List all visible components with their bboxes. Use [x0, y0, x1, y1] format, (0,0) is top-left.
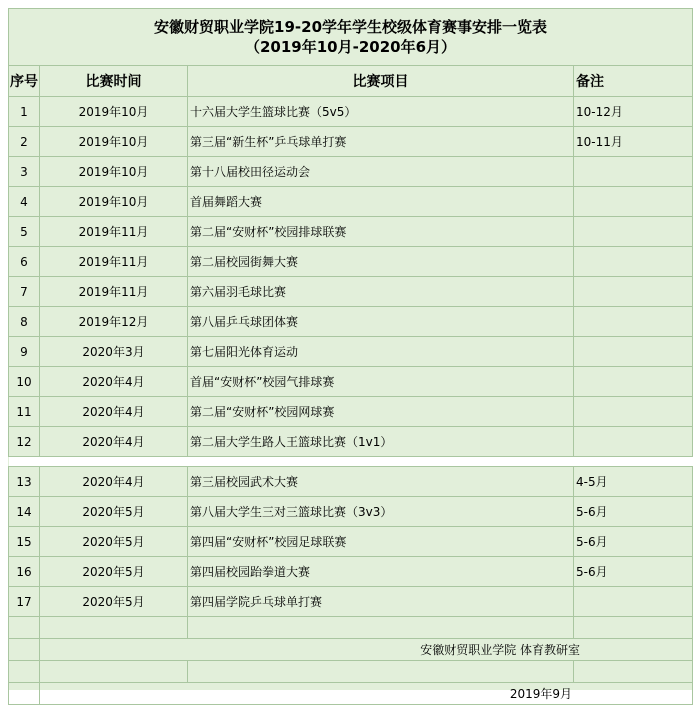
table-row	[9, 97, 693, 127]
header-date[interactable]: 比赛时间	[40, 66, 188, 97]
header-note[interactable]: 备注	[574, 66, 693, 97]
cell-date[interactable]: 2020年5月	[40, 587, 188, 617]
cell-date[interactable]: 2020年3月	[40, 337, 188, 367]
cell-note[interactable]	[574, 157, 693, 187]
footer-org[interactable]: 安徽财贸职业学院 体育教研室	[40, 639, 693, 661]
cell-note[interactable]: 4-5月	[574, 467, 693, 497]
cell-no[interactable]: 16	[9, 557, 40, 587]
title-row	[9, 9, 693, 66]
cell-no[interactable]: 11	[9, 397, 40, 427]
cell-no[interactable]: 7	[9, 277, 40, 307]
cell-date[interactable]: 2019年10月	[40, 97, 188, 127]
cell-item[interactable]: 第四届校园跆拳道大赛	[188, 557, 574, 587]
header-no[interactable]: 序号	[9, 66, 40, 97]
cell-item[interactable]: 第三届“新生杯”乒乓球单打赛	[188, 127, 574, 157]
table-row	[9, 277, 693, 307]
table-row	[9, 397, 693, 427]
cell-no[interactable]: 2	[9, 127, 40, 157]
cell-date[interactable]: 2020年5月	[40, 557, 188, 587]
empty-cell[interactable]	[9, 661, 40, 683]
cell-item[interactable]: 第二届“安财杯”校园排球联赛	[188, 217, 574, 247]
cell-no[interactable]: 13	[9, 467, 40, 497]
empty-cell[interactable]	[40, 617, 188, 639]
table-row	[9, 557, 693, 587]
cell-item[interactable]: 第八届乒乓球团体赛	[188, 307, 574, 337]
table-row	[9, 467, 693, 497]
cell-no[interactable]: 9	[9, 337, 40, 367]
empty-cell[interactable]	[9, 617, 40, 639]
cell-item[interactable]: 第十八届校田径运动会	[188, 157, 574, 187]
footer-date[interactable]: 2019年9月	[40, 683, 693, 705]
empty-cell[interactable]	[188, 661, 574, 683]
cell-item[interactable]: 第二届校园街舞大赛	[188, 247, 574, 277]
cell-note[interactable]	[574, 337, 693, 367]
cell-note[interactable]	[574, 307, 693, 337]
empty-row	[9, 617, 693, 639]
table-row	[9, 497, 693, 527]
table-row	[9, 337, 693, 367]
cell-no[interactable]: 4	[9, 187, 40, 217]
empty-cell[interactable]	[9, 639, 40, 661]
cell-note[interactable]	[574, 187, 693, 217]
table-row	[9, 367, 693, 397]
header-item[interactable]: 比赛项目	[188, 66, 574, 97]
footer-org-row	[9, 639, 693, 661]
cell-no[interactable]: 12	[9, 427, 40, 457]
cell-note[interactable]: 10-11月	[574, 127, 693, 157]
gap-cell	[9, 457, 693, 467]
cell-note[interactable]	[574, 367, 693, 397]
empty-cell[interactable]	[574, 617, 693, 639]
cell-no[interactable]: 6	[9, 247, 40, 277]
cell-date[interactable]: 2020年4月	[40, 427, 188, 457]
table-row	[9, 187, 693, 217]
schedule-table	[8, 8, 693, 705]
cell-item[interactable]: 第六届羽毛球比赛	[188, 277, 574, 307]
header-row	[9, 66, 693, 97]
cell-note[interactable]: 10-12月	[574, 97, 693, 127]
cell-no[interactable]: 17	[9, 587, 40, 617]
cell-date[interactable]: 2020年4月	[40, 397, 188, 427]
cell-no[interactable]: 15	[9, 527, 40, 557]
cell-item[interactable]: 第三届校园武术大赛	[188, 467, 574, 497]
cell-date[interactable]: 2020年5月	[40, 497, 188, 527]
cell-date[interactable]: 2020年4月	[40, 467, 188, 497]
title-line-2: （2019年10月-2020年6月）	[245, 38, 457, 56]
cell-date[interactable]: 2019年11月	[40, 247, 188, 277]
cell-note[interactable]	[574, 247, 693, 277]
cell-no[interactable]: 14	[9, 497, 40, 527]
table-row	[9, 527, 693, 557]
cell-no[interactable]: 8	[9, 307, 40, 337]
cell-date[interactable]: 2019年10月	[40, 187, 188, 217]
table-row	[9, 157, 693, 187]
cell-no[interactable]: 10	[9, 367, 40, 397]
cell-date[interactable]: 2020年5月	[40, 527, 188, 557]
cell-no[interactable]: 5	[9, 217, 40, 247]
title-line-1: 安徽财贸职业学院19-20学年学生校级体育赛事安排一览表	[154, 18, 548, 36]
cell-note[interactable]: 5-6月	[574, 557, 693, 587]
table-row	[9, 587, 693, 617]
cell-note[interactable]	[574, 397, 693, 427]
cell-item[interactable]: 第四届“安财杯”校园足球联赛	[188, 527, 574, 557]
table-row	[9, 247, 693, 277]
cell-item[interactable]: 第二届大学生路人王篮球比赛（1v1）	[188, 427, 574, 457]
page-break-gap	[9, 457, 693, 467]
cell-note[interactable]	[574, 277, 693, 307]
cell-no[interactable]: 3	[9, 157, 40, 187]
table-row	[9, 427, 693, 457]
cell-date[interactable]: 2019年10月	[40, 127, 188, 157]
cell-item[interactable]: 第二届“安财杯”校园网球赛	[188, 397, 574, 427]
cell-note[interactable]	[574, 427, 693, 457]
cell-no[interactable]: 1	[9, 97, 40, 127]
cell-item[interactable]: 首届“安财杯”校园气排球赛	[188, 367, 574, 397]
cell-item[interactable]: 十六届大学生篮球比赛（5v5）	[188, 97, 574, 127]
table-row	[9, 307, 693, 337]
cell-date[interactable]: 2019年11月	[40, 217, 188, 247]
cell-note[interactable]: 5-6月	[574, 527, 693, 557]
cell-date[interactable]: 2019年10月	[40, 157, 188, 187]
empty-cell[interactable]	[9, 683, 40, 705]
table-row	[9, 217, 693, 247]
empty-row	[9, 661, 693, 683]
footer-date-row	[9, 683, 693, 705]
cell-date[interactable]: 2019年11月	[40, 277, 188, 307]
cell-item[interactable]: 第七届阳光体育运动	[188, 337, 574, 367]
cell-item[interactable]: 第四届学院乒乓球单打赛	[188, 587, 574, 617]
empty-cell[interactable]	[188, 617, 574, 639]
cell-date[interactable]: 2020年4月	[40, 367, 188, 397]
cell-item[interactable]: 第八届大学生三对三篮球比赛（3v3）	[188, 497, 574, 527]
cell-note[interactable]	[574, 217, 693, 247]
cell-item[interactable]: 首届舞蹈大赛	[188, 187, 574, 217]
spreadsheet	[8, 8, 692, 701]
title-cell[interactable]	[9, 9, 693, 66]
cell-note[interactable]: 5-6月	[574, 497, 693, 527]
empty-cell[interactable]	[40, 661, 188, 683]
table-row	[9, 127, 693, 157]
empty-cell[interactable]	[574, 661, 693, 683]
cell-date[interactable]: 2019年12月	[40, 307, 188, 337]
cell-note[interactable]	[574, 587, 693, 617]
